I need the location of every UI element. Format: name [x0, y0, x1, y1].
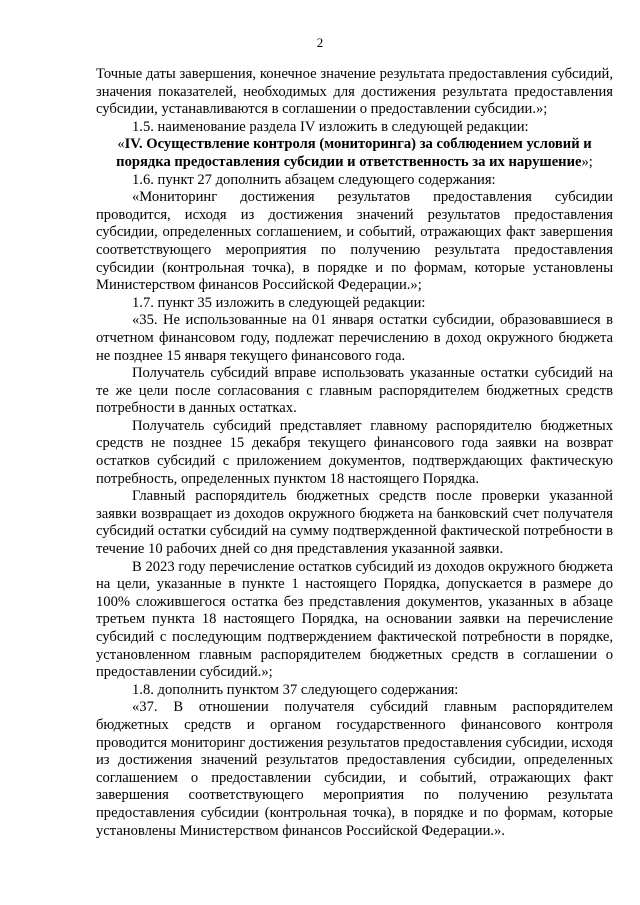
paragraph-point-35: «35. Не использованные на 01 января остатки субсидии, образовавшиеся в отчетном финансовом году, подлежат перечислению в доход окружного бюджета не позднее 15 января текущего финансового года. — [96, 312, 613, 364]
section-iv-heading — [96, 136, 613, 171]
document-body — [96, 66, 613, 840]
paragraph-point-37: «37. В отношении получателя субсидий главным распорядителем бюджетных средств и органом государственного финансового контроля проводится мониторинг достижения результатов предоставления субсидии, исходя из достижения значений результатов предоставления субсидии, определенных соглашением о предоставлении субсидии, и событий, отражающих факт завершения соответствующего мероприятия по получению результата предоставления субсидии (контрольная точка), в порядке и по формам, которые установлены Министерством финансов Российской Федерации.». — [96, 699, 613, 839]
paragraph-results-dates: Точные даты завершения, конечное значение результата предоставления субсидий, значения показателей, необходимых для достижения результата предоставления субсидии, устанавливаются в соглашении о предоставлении субсидии.»; — [96, 66, 613, 118]
paragraph-monitoring: «Мониторинг достижения результатов предоставления субсидии проводится, исходя из достижения значений результатов предоставления субсидии, определенных соглашением, и событий, отражающих факт завершения соответствующего мероприятия по получению результата предоставления субсидии (контрольная точка), в порядке и по формам, которые установлены Министерством финансов Российской Федерации.»; — [96, 189, 613, 294]
paragraph-item-1-5: 1.5. наименование раздела IV изложить в следующей редакции: — [132, 118, 529, 135]
heading-bold-text: IV. Осуществление контроля (мониторинга) за соблюдением условий и порядка предоставления субсидии и ответственность за их нарушение — [116, 136, 592, 170]
heading-open-quote: « — [117, 136, 125, 153]
paragraph-item-1-6: 1.6. пункт 27 дополнить абзацем следующего содержания: — [132, 171, 496, 188]
heading-close-quote: »; — [581, 153, 593, 170]
paragraph-recipient-submits: Получатель субсидий представляет главному распорядителю бюджетных средств не позднее 15 декабря текущего финансового года заявки на возврат остатков субсидий с приложением документов, подтверждающих фактическую потребность, определенных пунктом 18 настоящего Порядка. — [96, 417, 613, 487]
page-number: 2 — [316, 35, 324, 50]
paragraph-main-manager: Главный распорядитель бюджетных средств после проверки указанной заявки возвращает из доходов окружного бюджета на банковский счет получателя субсидий остатки субсидий на сумму подтвержденной фактической потребности в течение 10 рабочих дней со дня представления указанной заявки. — [96, 488, 613, 558]
paragraph-2023: В 2023 году перечисление остатков субсидий из доходов окружного бюджета на цели, указанные в пункте 1 настоящего Порядка, допускается в размере до 100% сложившегося остатка без представления документов, указанных в абзаце третьем пункта 18 настоящего Порядка, на основании заявки на перечисление субсидий с последующим подтверждением фактической потребности в порядке, установленном главным распорядителем бюджетных средств в соглашении о предоставлении субсидий.»; — [96, 558, 613, 681]
paragraph-recipient-right: Получатель субсидий вправе использовать указанные остатки субсидий на те же цели после согласования с главным распорядителем бюджетных средств потребности в данных остатках. — [96, 365, 613, 417]
paragraph-item-1-8: 1.8. дополнить пунктом 37 следующего содержания: — [132, 681, 459, 698]
paragraph-item-1-7: 1.7. пункт 35 изложить в следующей редакции: — [132, 294, 426, 311]
